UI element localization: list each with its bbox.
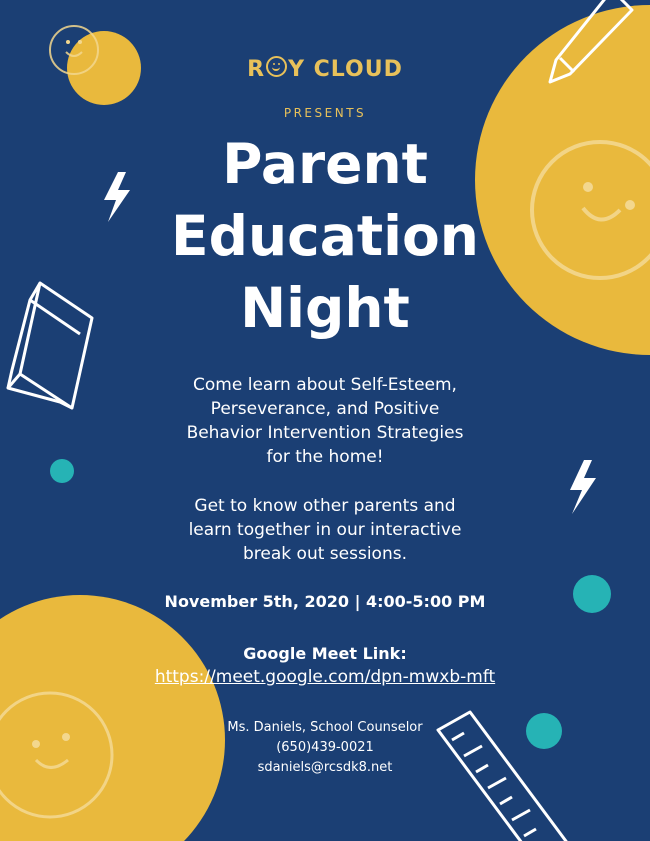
contact-phone: (650)439-0021 — [276, 740, 374, 755]
title-line-2: Education — [171, 204, 479, 268]
lightning-icon-right — [570, 460, 596, 514]
event-date-time: November 5th, 2020 | 4:00-5:00 PM — [164, 592, 486, 611]
presents-label: PRESENTS — [283, 106, 367, 120]
description-line: Behavior Intervention Strategies — [186, 423, 464, 443]
meet-link[interactable]: https://meet.google.com/dpn-mwxb-mft — [154, 667, 496, 687]
teal-dot — [50, 459, 74, 483]
contact-name: Ms. Daniels, School Counselor — [227, 720, 423, 735]
description-paragraph-2 — [130, 494, 520, 566]
description-line: Perseverance, and Positive — [210, 399, 440, 419]
description-line: for the home! — [266, 447, 384, 467]
description-line: Get to know other parents and — [194, 496, 456, 516]
title-line-1: Parent — [222, 132, 428, 196]
title-line-3: Night — [240, 276, 410, 340]
bottom-yellow-circle — [0, 595, 225, 841]
smiley-o-icon — [266, 56, 287, 77]
description-line: Come learn about Self-Esteem, — [193, 375, 457, 395]
event-title — [0, 128, 650, 344]
description-line: learn together in our interactive — [188, 520, 462, 540]
contact-email[interactable]: sdaniels@rcsdk8.net — [257, 760, 393, 775]
description-line: break out sessions. — [243, 544, 407, 564]
description-paragraph-1 — [130, 373, 520, 469]
logo — [0, 56, 650, 82]
logo-text-start: R — [247, 57, 266, 82]
meet-link-label: Google Meet Link: — [243, 644, 407, 663]
logo-text-end: Y CLOUD — [288, 57, 403, 82]
